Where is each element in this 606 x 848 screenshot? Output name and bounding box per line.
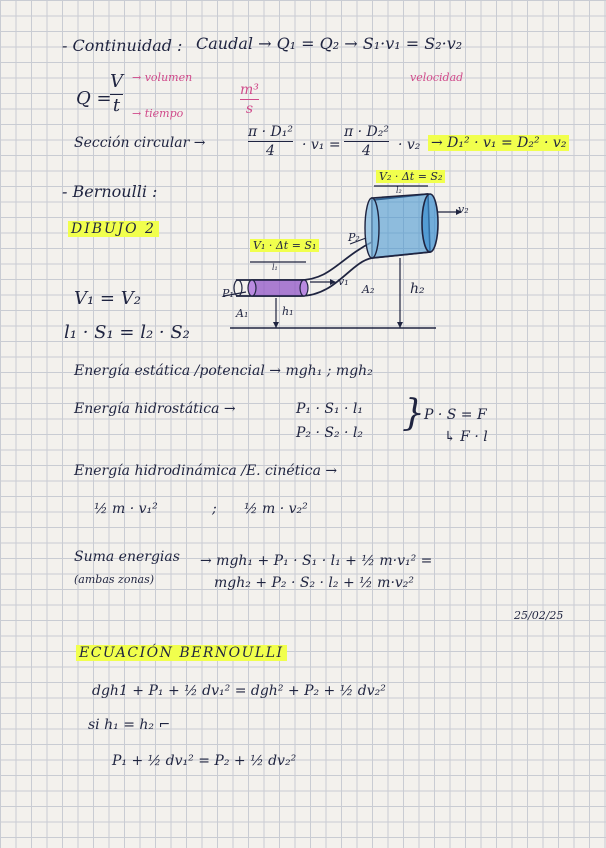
hidrostatica-line-1: P₁ · S₁ · l₁: [296, 401, 364, 417]
hidrostatica-line-2: P₂ · S₂ · l₂: [296, 425, 364, 441]
section-fraction-1-numerator: π · D₁²: [248, 124, 294, 140]
energia-estatica: Energía estática /potencial → mgh₁ ; mgh₂: [74, 363, 373, 379]
outlet-ellipse: [422, 194, 438, 252]
equal-heights-condition: si h₁ = h₂ ⌐: [88, 717, 171, 733]
section-mid-1: · v₁ =: [302, 137, 341, 153]
diagram-p1: P₁: [222, 287, 234, 300]
caudal-fraction-numerator: V: [110, 71, 123, 92]
h1-arrowhead: [273, 322, 279, 328]
continuidad-heading: - Continuidad :: [62, 36, 183, 55]
seccion-circular-label: Sección circular →: [74, 135, 206, 151]
diagram-v2: v₂: [458, 203, 469, 216]
units-denominator: s: [245, 101, 254, 118]
diagram-a1: A₁: [236, 307, 249, 320]
velocidad-annotation: velocidad: [410, 71, 464, 84]
section-fraction-2-numerator: π · D₂²: [344, 124, 390, 140]
diagram-h1: h₁: [282, 305, 294, 318]
h2-arrowhead: [397, 322, 403, 328]
inlet-wide-ellipse: [365, 198, 379, 258]
dibujo-label-highlight: DIBUJO 2: [68, 221, 159, 237]
ecuacion-bernoulli-heading: [76, 646, 287, 660]
energia-hidrostatica-label: Energía hidrostática →: [74, 401, 236, 417]
brace-symbol: }: [402, 393, 425, 434]
length-section-equation: l₁ · S₁ = l₂ · S₂: [64, 322, 190, 343]
diagram-l2: l₂: [396, 186, 402, 195]
section-mid-2: · v₂: [398, 137, 421, 153]
volumen-annotation: → volumen: [132, 71, 193, 84]
narrow-section-fill: [252, 280, 304, 296]
diagram-h2: h₂: [410, 281, 425, 297]
diagram-p2: P₂: [348, 231, 360, 244]
narrow-left-ellipse: [248, 280, 256, 296]
caudal-definition-lhs: Q =: [76, 88, 112, 109]
tiempo-annotation: → tiempo: [132, 107, 184, 120]
energia-hidrodinamica: Energía hidrodinámica /E. cinética →: [74, 463, 338, 479]
ps-equation: P · S = F: [424, 407, 487, 423]
diagram-top-label: [376, 171, 445, 182]
bernoulli-equation-simplified: P₁ + ½ dv₁² = P₂ + ½ dv₂²: [112, 753, 297, 769]
ecuacion-heading-highlight: ECUACIÓN BERNOULLI: [76, 645, 287, 661]
diagram-left-label-highlight: V₁ · Δt = S₁: [250, 239, 319, 252]
diagram-l1: l₁: [272, 263, 278, 272]
narrow-right-ellipse: [300, 280, 308, 296]
kinetic-energy-2: ½ m · v₂²: [244, 501, 308, 517]
section-fraction-1-denominator: 4: [266, 143, 275, 160]
velocity-equation: V₁ = V₂: [74, 288, 141, 309]
section-fraction-2-denominator: 4: [362, 143, 371, 160]
caudal-equation: Caudal → Q₁ = Q₂ → S₁·v₁ = S₂·v₂: [196, 34, 463, 53]
caudal-fraction-denominator: t: [112, 94, 121, 116]
suma-line-1: → mgh₁ + P₁ · S₁ · l₁ + ½ m·v₁² =: [200, 553, 433, 569]
section-result-highlight: → D₁² · v₁ = D₂² · v₂: [428, 135, 569, 151]
fl-equation: ↳ F · l: [444, 429, 488, 445]
diagram-left-label: [250, 240, 319, 251]
suma-energias-label: Suma energias: [74, 549, 180, 565]
suma-energias-sub: (ambas zonas): [74, 573, 155, 586]
units-numerator: m³: [240, 82, 259, 98]
kinetic-energy-1: ½ m · v₁²: [94, 501, 158, 517]
date-label: 25/02/25: [514, 609, 564, 622]
diagram-top-label-highlight: V₂ · Δt = S₂: [376, 170, 445, 183]
kinetic-separator: ;: [212, 501, 217, 517]
diagram-a2: A₂: [362, 283, 375, 296]
bernoulli-heading: - Bernoulli :: [62, 182, 158, 201]
diagram-v1: v₁: [338, 275, 349, 288]
bernoulli-equation-full: dgh1 + P₁ + ½ dv₁² = dgh² + P₂ + ½ dv₂²: [92, 683, 386, 699]
suma-line-2: mgh₂ + P₂ · S₂ · l₂ + ½ m·v₂²: [214, 575, 415, 591]
